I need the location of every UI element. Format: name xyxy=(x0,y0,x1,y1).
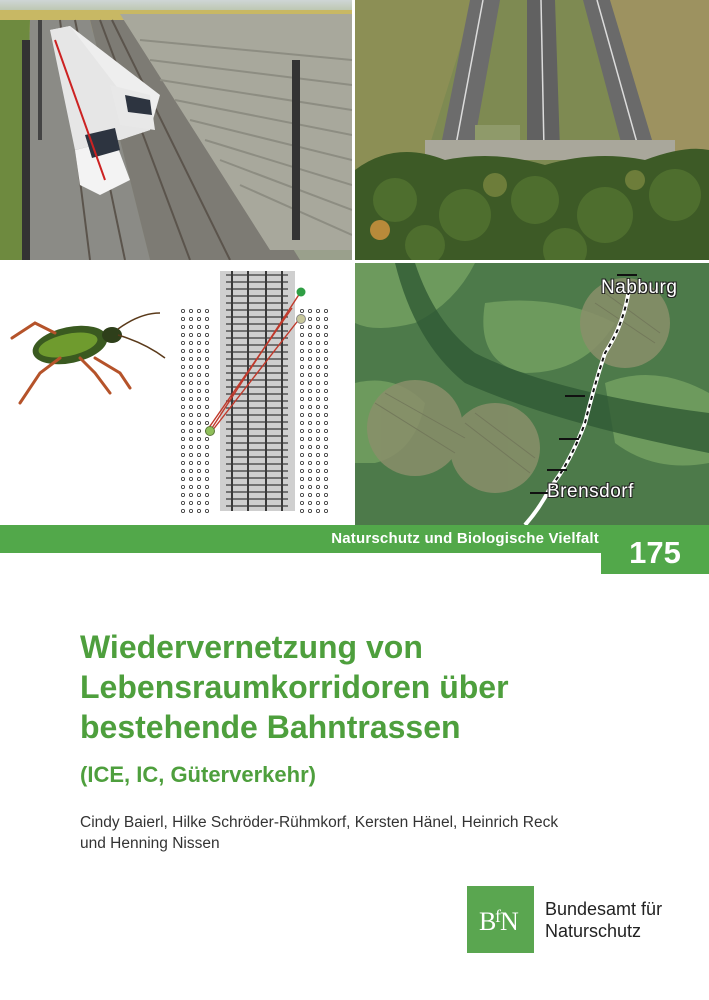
series-title: Naturschutz und Biologische Vielfalt xyxy=(331,530,599,547)
title-line: Lebensraumkorridoren über xyxy=(80,669,509,705)
title-line: bestehende Bahntrassen xyxy=(80,709,461,745)
publisher-name xyxy=(545,898,705,942)
svg-text:N: N xyxy=(500,907,519,936)
green-bridge-photo xyxy=(355,0,709,260)
publisher-name-line: Naturschutz xyxy=(545,921,642,941)
series-number: 175 xyxy=(601,525,709,574)
svg-text:f: f xyxy=(495,906,501,926)
ice-train-photo xyxy=(0,0,352,260)
svg-text:B: B xyxy=(479,907,497,936)
author-line: und Henning Nissen xyxy=(80,835,220,852)
book-title xyxy=(80,627,680,747)
title-line: Wiedervernetzung von xyxy=(80,629,423,665)
bfn-logo xyxy=(467,886,534,953)
corridor-map xyxy=(355,263,709,525)
book-subtitle: (ICE, IC, Güterverkehr) xyxy=(80,762,316,787)
author-list xyxy=(80,812,640,854)
map-label-brensdorf: Brensdorf xyxy=(547,481,634,502)
publisher-name-line: Bundesamt für xyxy=(545,899,663,919)
author-line: Cindy Baierl, Hilke Schröder-Rühmkorf, Kersten Hänel, Heinrich Reck xyxy=(80,814,559,831)
map-label-nabburg: Nabburg xyxy=(601,277,678,298)
beetle-track-diagram xyxy=(0,263,352,525)
